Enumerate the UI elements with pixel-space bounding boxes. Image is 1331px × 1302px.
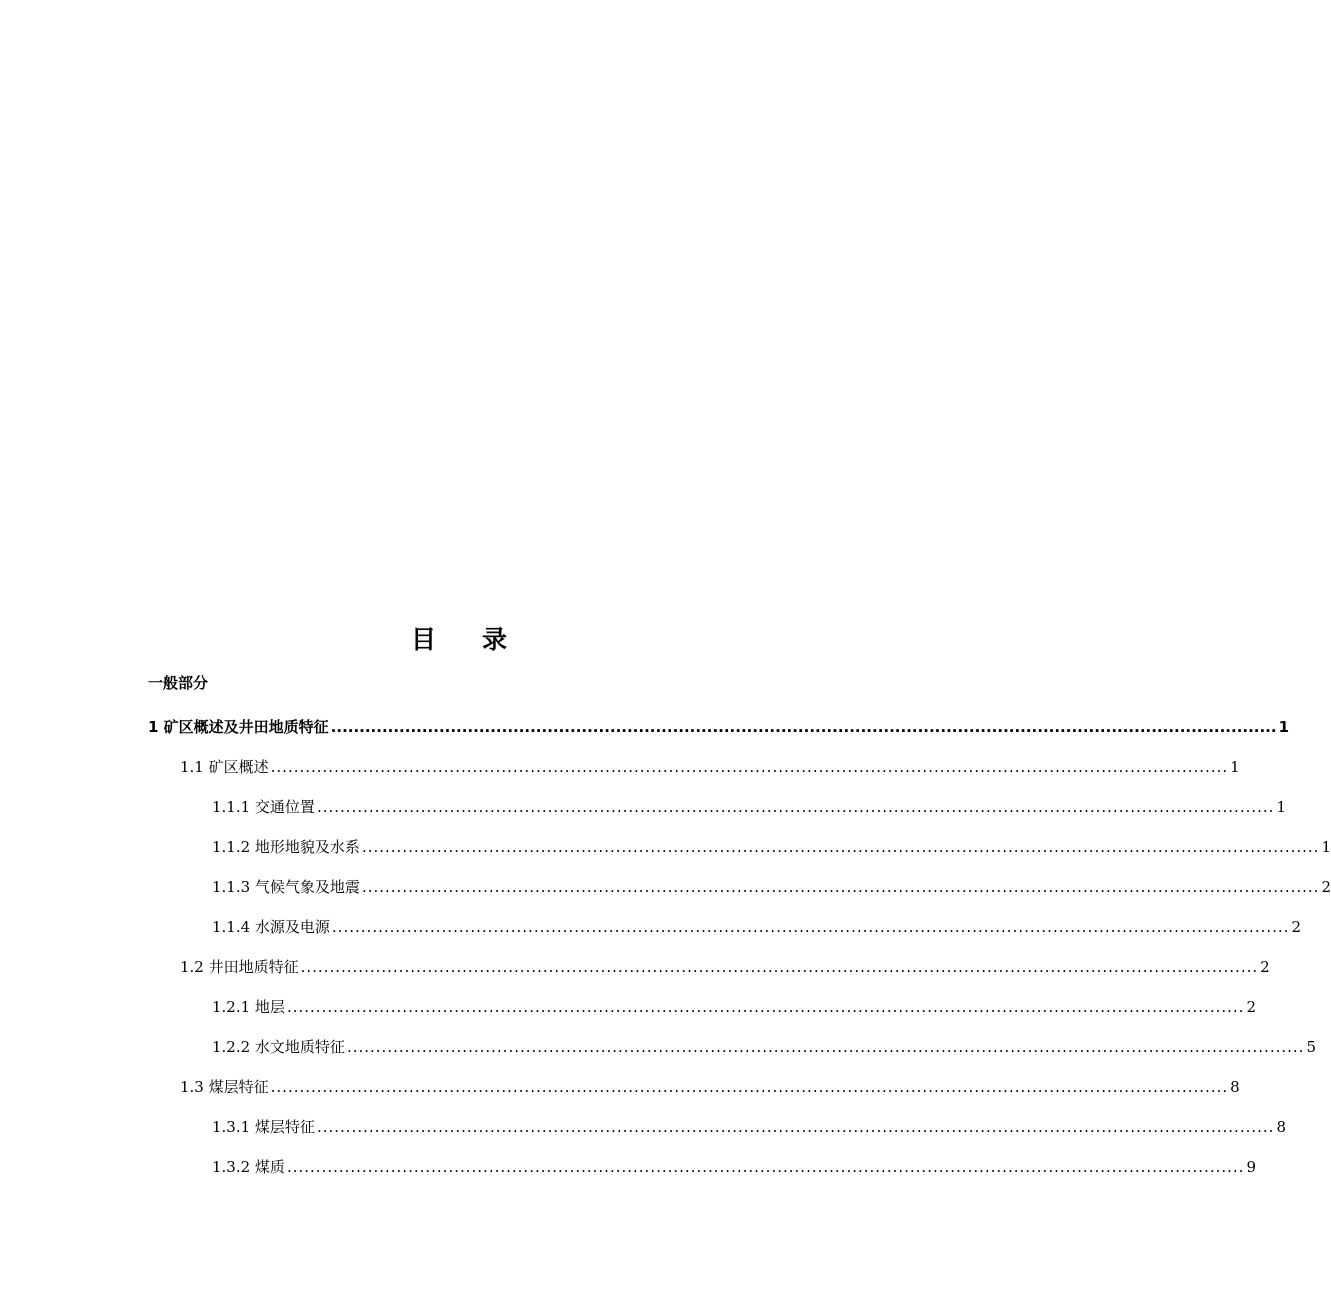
toc-title [0, 622, 920, 658]
toc-entry-page: 1 [1321, 838, 1331, 856]
toc-entry-label: 1.1.3 气候气象及地震 [212, 878, 360, 896]
toc-entry-page: 2 [1321, 878, 1331, 896]
toc-title-part2: 录 [482, 625, 510, 654]
toc-entry-page: 1 [1230, 758, 1240, 776]
toc-entry-page: 2 [1246, 998, 1256, 1016]
toc-entry-label: 1.3.2 煤质 [212, 1158, 285, 1176]
toc-entry[interactable] [212, 1112, 1286, 1138]
toc-entry-page: 8 [1230, 1078, 1240, 1096]
toc-leader-dots: ...................................................................................................................................................................... [270, 758, 1229, 776]
toc-entry[interactable] [180, 752, 1240, 778]
toc-entry[interactable] [212, 992, 1256, 1018]
toc-entry-label: 1.2 井田地质特征 [180, 958, 299, 976]
toc-entry-label: 1.1 矿区概述 [180, 758, 269, 776]
toc-entry-label: 1.1.4 水源及电源 [212, 918, 330, 936]
toc-entry-page: 5 [1306, 1038, 1316, 1056]
toc-leader-dots: ...................................................................................................................................................................... [270, 1078, 1229, 1096]
toc-entry[interactable] [180, 952, 1270, 978]
toc-entry-label: 1 矿区概述及井田地质特征 [148, 718, 329, 736]
toc-leader-dots: ...................................................................................................................................................................... [286, 1158, 1245, 1176]
toc-leader-dots: ...................................................................................................................................................................... [316, 1118, 1275, 1136]
toc-entry-label: 1.2.2 水文地质特征 [212, 1038, 345, 1056]
toc-entry[interactable] [212, 912, 1301, 938]
toc-entry-label: 1.1.1 交通位置 [212, 798, 315, 816]
toc-entry-page: 8 [1276, 1118, 1286, 1136]
toc-entry-page: 1 [1276, 798, 1286, 816]
toc-leader-dots: ...................................................................................................................................................................... [361, 838, 1320, 856]
toc-entry-page: 2 [1291, 918, 1301, 936]
toc-entry-page: 9 [1246, 1158, 1256, 1176]
toc-entry[interactable] [212, 1032, 1316, 1058]
toc-leader-dots: ...................................................................................................................................................................... [286, 998, 1245, 1016]
toc-entry-label: 1.3 煤层特征 [180, 1078, 269, 1096]
toc-entry-page: 2 [1260, 958, 1270, 976]
toc-entry-label: 1.3.1 煤层特征 [212, 1118, 315, 1136]
toc-entry-label: 1.1.2 地形地貌及水系 [212, 838, 360, 856]
toc-entry[interactable] [180, 1072, 1240, 1098]
toc-entry[interactable] [212, 832, 1331, 858]
toc-leader-dots: ...................................................................................................................................................................... [330, 718, 1277, 736]
toc-leader-dots: ...................................................................................................................................................................... [361, 878, 1320, 896]
toc-entry-label: 1.2.1 地层 [212, 998, 285, 1016]
toc-leader-dots: ...................................................................................................................................................................... [331, 918, 1290, 936]
toc-entry-page: 1 [1278, 718, 1290, 736]
toc-leader-dots: ...................................................................................................................................................................... [300, 958, 1259, 976]
toc-leader-dots: ...................................................................................................................................................................... [346, 1038, 1305, 1056]
section-heading: 一般部分 [148, 674, 209, 692]
toc-entry[interactable] [212, 872, 1331, 898]
toc-entry[interactable] [148, 712, 1290, 738]
toc-title-part1: 目 [410, 625, 438, 654]
toc-entry[interactable] [212, 792, 1286, 818]
toc-leader-dots: ...................................................................................................................................................................... [316, 798, 1275, 816]
toc-entry[interactable] [212, 1152, 1256, 1178]
